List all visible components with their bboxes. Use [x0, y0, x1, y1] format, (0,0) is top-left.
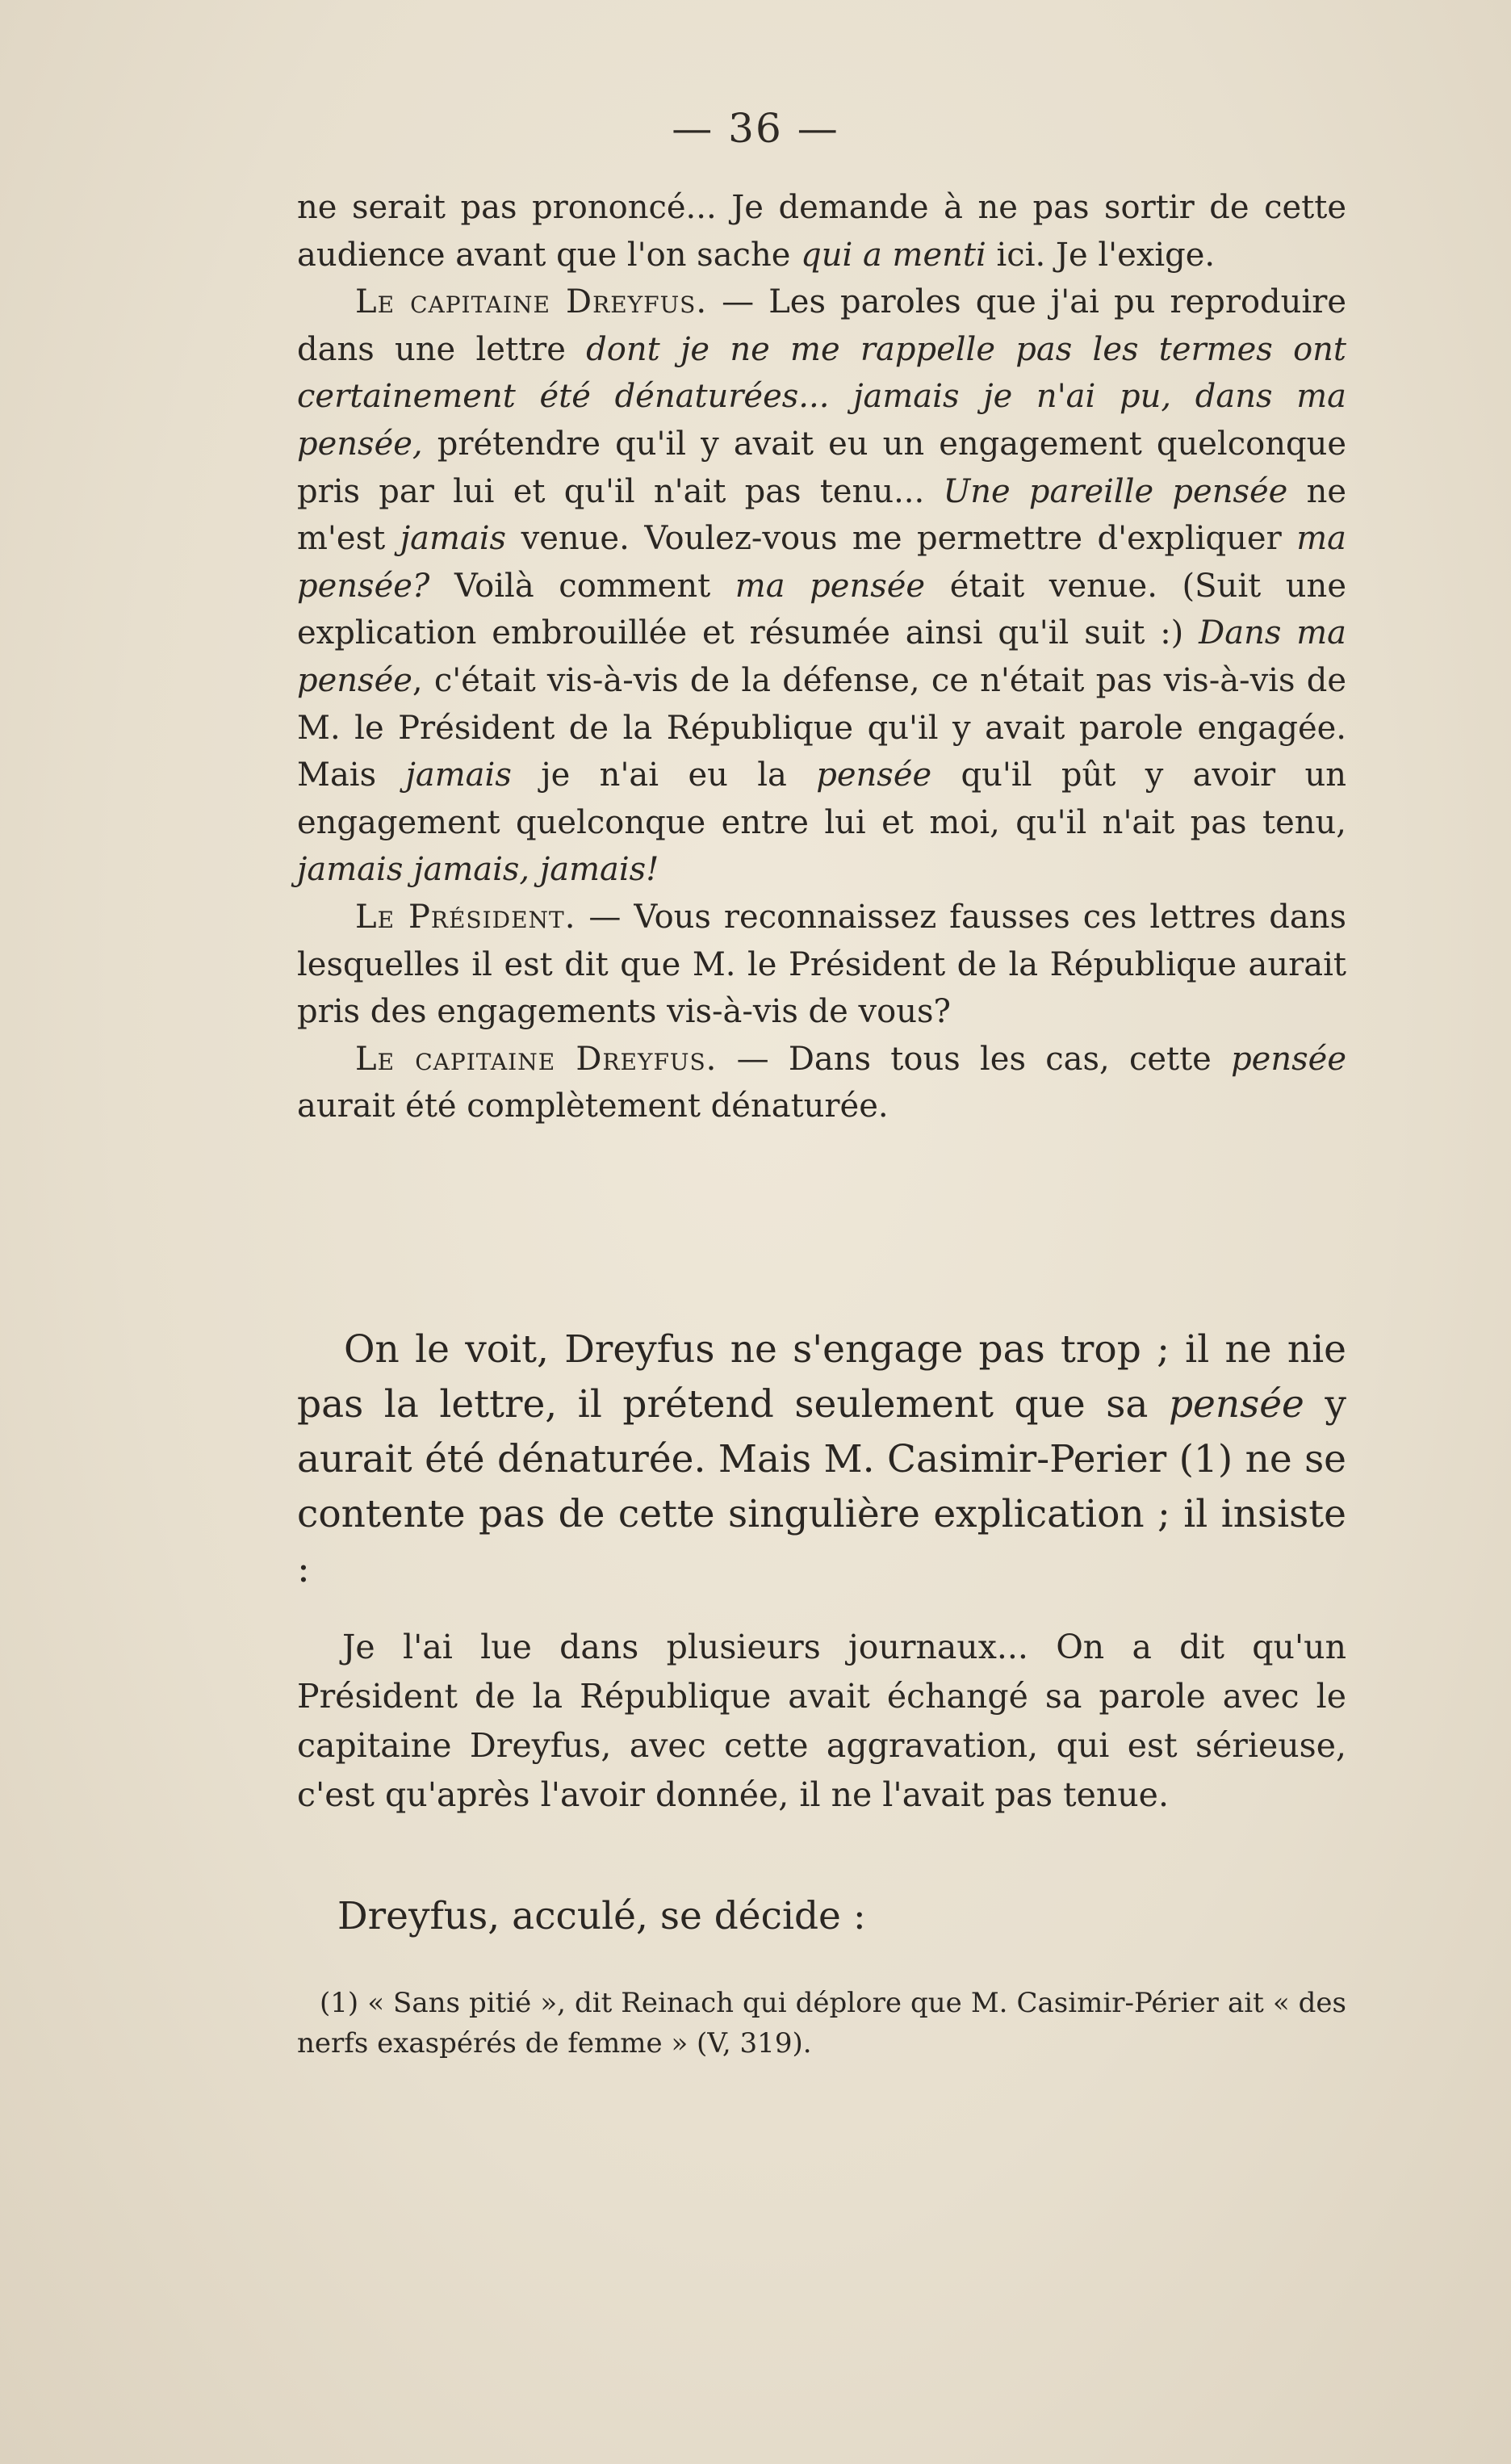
conclusion-line: Dreyfus, acculé, se décide : — [337, 1894, 866, 1938]
quoted-testimony: Je l'ai lue dans plusieurs journaux... On a dit qu'un Président de la République avait échangé sa parole avec le capitaine Dreyfus, avec cette aggravation, qui est sérieuse, c'est qu'après l'avoir donnée, il ne l'avait pas tenue. — [297, 1628, 1346, 1814]
speaker-dreyfus: Le capitaine Dreyfus. — [355, 1040, 718, 1078]
testimony-paragraph-3: Le Président. — Vous reconnaissez fausses ces lettres dans lesquelles il est dit que M. le Président de la République aurait pris des engagements vis-à-vis de vous? — [297, 898, 1346, 1031]
footnote: (1) « Sans pitié », dit Reinach qui déplore que M. Casimir-Périer ait « des nerfs exaspérés de femme » (V, 319). — [297, 1987, 1346, 2060]
testimony-paragraph-2: Le capitaine Dreyfus. — Les paroles que j'ai pu reproduire dans une lettre dont je ne me rappelle pas les termes ont certainement été dénaturées... jamais je n'ai pu, dans ma pensée, prétendre qu'il y avait eu un engagement quelconque pris par lui et qu'il n'ait pas tenu... Une pareille pensée ne m'est jamais venue. Voulez-vous me permettre d'expliquer ma pensée? Voilà comment ma pensée était venue. (Suit une explication embrouillée et résumée ainsi qu'il suit :) Dans ma pensée, c'était vis-à-vis de la défense, ce n'était pas vis-à-vis de M. le Président de la République qu'il y avait parole engagée. Mais jamais je n'ai eu la pensée qu'il pût y avoir un engagement quelconque entre lui et moi, qu'il n'ait pas tenu, jamais jamais, jamais! — [297, 283, 1347, 889]
testimony-block — [297, 184, 1346, 1130]
speaker-dreyfus: Le capitaine Dreyfus. — [355, 283, 708, 321]
narration-paragraph: On le voit, Dreyfus ne s'engage pas trop ; il ne nie pas la lettre, il prétend seulement que sa pensée y aurait été dénaturée. Mais M. Casimir-Perier (1) ne se contente pas de cette singulière explication ; il insiste : — [297, 1327, 1346, 1591]
testimony-paragraph-1: ne serait pas prononcé... Je demande à ne pas sortir de cette audience avant que l'on sache qui a menti ici. Je l'exige. — [297, 189, 1346, 274]
speaker-president: Le Président. — [355, 898, 576, 936]
testimony-paragraph-4: Le capitaine Dreyfus. — Dans tous les cas, cette pensée aurait été complètement dénaturée. — [297, 1040, 1346, 1125]
page-number: — 36 — — [672, 105, 839, 152]
